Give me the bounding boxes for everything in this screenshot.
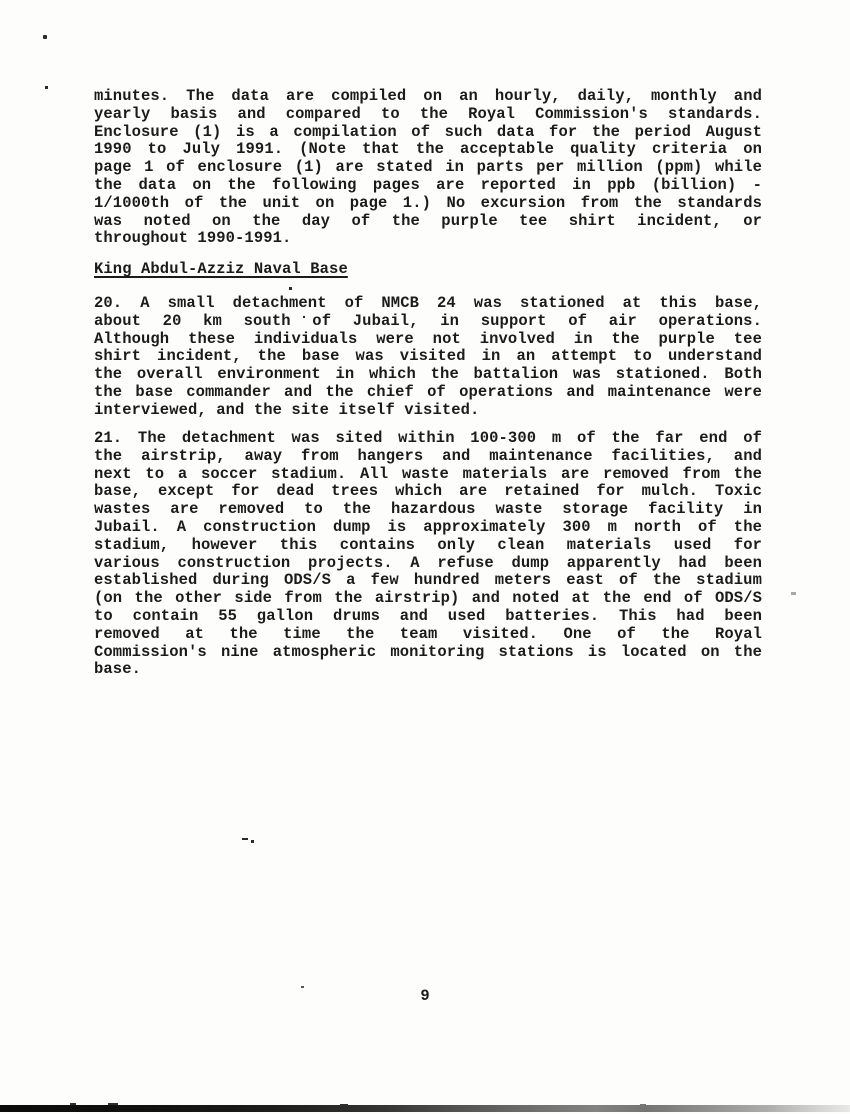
text-line: established during ODS/S a few hundred meters east of the stadium [94,571,762,590]
paragraph-21 [94,430,762,679]
text-line: the data on the following pages are reported in ppb (billion) - [94,175,762,194]
text-line: 1990 to July 1991. (Note that the acceptable quality criteria on [94,140,762,159]
scan-speck-artifact [640,1104,646,1106]
text-line: Enclosure (1) is a compilation of such data for the period August [94,122,762,141]
text-line: base, except for dead trees which are retained for mulch. Toxic [94,482,762,501]
scan-speck-artifact [340,1104,348,1106]
text-line: 1/1000th of the unit on page 1.) No excursion from the standards [94,193,762,212]
text-line: to contain 55 gallon drums and used batteries. This had been [94,606,762,625]
text-line: Jubail. A construction dump is approximately 300 m north of the [94,517,762,536]
text-line: removed at the time the team visited. One of the Royal [94,624,762,643]
text-line: various construction projects. A refuse dump apparently had been [94,553,762,572]
text-line: 20. A small detachment of NMCB 24 was stationed at this base, [94,294,762,312]
text-line: was noted on the day of the purple tee shirt incident, or [94,211,762,230]
scan-speck-artifact [43,35,47,39]
text-line: Although these individuals were not involved in the purple tee [94,329,762,348]
text-line: the base commander and the chief of operations and maintenance were [94,382,762,401]
text-line: (on the other side from the airstrip) and noted at the end of ODS/S [94,589,762,608]
text-line: the airstrip, away from hangers and maintenance facilities, and [94,446,762,465]
text-line: stadium, however this contains only clean materials used for [94,535,762,554]
text-line: the overall environment in which the battalion was stationed. Both [94,365,762,384]
text-line: page 1 of enclosure (1) are stated in parts per million (ppm) while [94,158,762,177]
scan-speck-artifact [70,1103,76,1105]
scan-speck-artifact [289,287,292,290]
text-line: base. [94,660,142,679]
text-line: about 20 km south of Jubail, in support of air operations. [94,311,762,330]
section-heading: King Abdul-Azziz Naval Base [94,260,348,278]
scan-speck-artifact [242,838,248,840]
scan-speck-artifact [108,1103,118,1105]
text-line: wastes are removed to the hazardous waste storage facility in [94,500,762,519]
scan-speck-artifact [45,86,48,89]
text-line: minutes. The data are compiled on an hourly, daily, monthly and [94,87,762,105]
scan-speck-artifact [791,592,796,595]
page-number: 9 [420,987,430,1005]
text-line: 21. The detachment was sited within 100-300 m of the far end of [94,429,762,447]
scan-speck-artifact [301,986,304,988]
text-line: throughout 1990-1991. [94,229,292,248]
scan-edge-bar [0,1105,850,1112]
scan-speck-artifact [251,840,254,843]
text-line: Commission's nine atmospheric monitoring stations is located on the [94,642,762,661]
text-line: yearly basis and compared to the Royal Commission's standards. [94,104,762,123]
paragraph-intro-continuation [94,88,762,248]
paragraph-20 [94,295,762,420]
text-line: interviewed, and the site itself visited. [94,400,480,419]
text-line: next to a soccer stadium. All waste materials are removed from the [94,464,762,483]
text-line: shirt incident, the base was visited in an attempt to understand [94,347,762,366]
